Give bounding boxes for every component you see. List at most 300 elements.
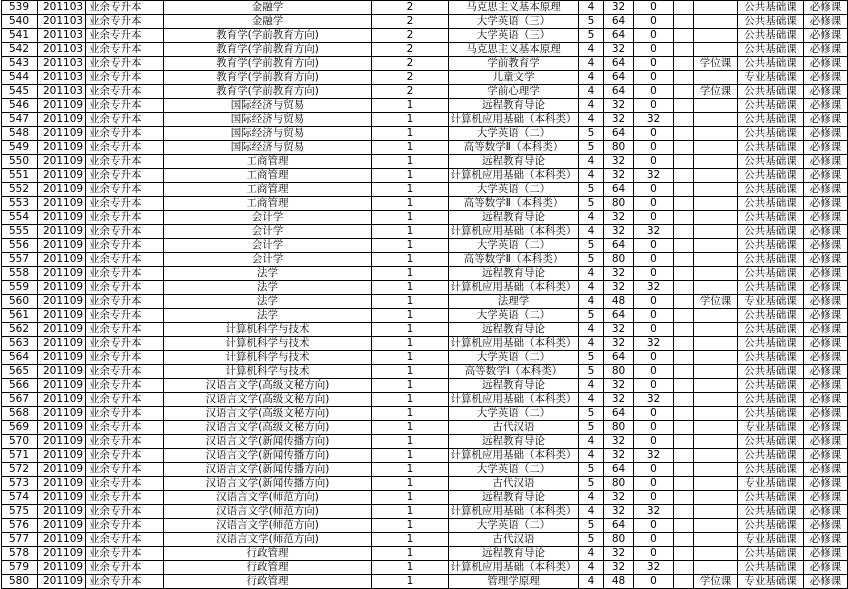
row-number-cell[interactable]: 553 (2, 197, 38, 211)
blank-cell[interactable] (674, 1, 694, 15)
requirement-cell[interactable]: 必修课 (804, 239, 848, 253)
program-type-cell[interactable]: 业余专升本 (86, 337, 164, 351)
lab-hours-cell[interactable]: 32 (634, 169, 674, 183)
row-number-cell[interactable]: 562 (2, 323, 38, 337)
course-name-cell[interactable]: 计算机应用基础（本科类） (450, 393, 577, 405)
course-category-cell[interactable]: 公共基础课 (738, 407, 804, 421)
credit-cell[interactable]: 4 (579, 113, 604, 127)
requirement-cell[interactable]: 必修课 (804, 379, 848, 393)
course-name-cell[interactable]: 古代汉语 (449, 421, 579, 435)
major-cell[interactable]: 法学 (164, 281, 372, 295)
course-category-cell[interactable]: 公共基础课 (738, 183, 804, 197)
degree-course-cell[interactable] (694, 421, 738, 435)
batch-code-cell[interactable]: 201103 (38, 71, 86, 85)
hours-cell[interactable]: 64 (604, 29, 634, 43)
major-cell[interactable]: 计算机科学与技术 (164, 323, 372, 337)
course-category-cell[interactable]: 公共基础课 (738, 505, 804, 519)
hours-cell[interactable]: 32 (604, 561, 634, 575)
credit-cell[interactable]: 4 (579, 323, 604, 337)
course-name-cell[interactable]: 古代汉语 (449, 533, 579, 547)
major-cell[interactable]: 工商管理 (164, 155, 372, 169)
program-type-cell[interactable]: 业余专升本 (86, 183, 164, 197)
degree-course-cell[interactable]: 学位课 (694, 57, 738, 71)
requirement-cell[interactable]: 必修课 (804, 267, 848, 281)
requirement-cell[interactable]: 必修课 (804, 113, 848, 127)
program-type-cell[interactable]: 业余专升本 (86, 407, 164, 421)
course-category-cell[interactable]: 公共基础课 (738, 365, 804, 379)
course-name-cell[interactable]: 远程教育导论 (449, 99, 579, 113)
semester-cell[interactable]: 1 (372, 379, 449, 393)
blank-cell[interactable] (674, 547, 694, 561)
blank-cell[interactable] (674, 491, 694, 505)
credit-cell[interactable]: 4 (579, 99, 604, 113)
hours-cell[interactable]: 32 (604, 449, 634, 463)
course-category-cell[interactable]: 专业基础课 (738, 477, 804, 491)
hours-cell[interactable]: 32 (604, 211, 634, 225)
program-type-cell[interactable]: 业余专升本 (86, 393, 164, 407)
requirement-cell[interactable]: 必修课 (804, 449, 848, 463)
row-number-cell[interactable]: 546 (2, 99, 38, 113)
semester-cell[interactable]: 2 (372, 43, 449, 57)
hours-cell[interactable]: 64 (604, 239, 634, 253)
major-cell[interactable]: 教育学(学前教育方向) (164, 29, 372, 43)
degree-course-cell[interactable]: 学位课 (694, 295, 738, 309)
course-name-cell[interactable]: 大学英语（二） (449, 519, 579, 533)
blank-cell[interactable] (674, 99, 694, 113)
course-name-cell[interactable]: 远程教育导论 (449, 547, 579, 561)
major-cell[interactable]: 会计学 (164, 253, 372, 267)
requirement-cell[interactable]: 必修课 (804, 421, 848, 435)
program-type-cell[interactable]: 业余专升本 (86, 421, 164, 435)
degree-course-cell[interactable] (694, 505, 738, 519)
requirement-cell[interactable]: 必修课 (804, 15, 848, 29)
row-number-cell[interactable]: 578 (2, 547, 38, 561)
row-number-cell[interactable]: 575 (2, 505, 38, 519)
major-cell[interactable]: 汉语言文学(新闻传播方向) (164, 477, 372, 491)
major-cell[interactable]: 汉语言文学(新闻传播方向) (164, 449, 372, 463)
lab-hours-cell[interactable]: 32 (634, 393, 674, 407)
requirement-cell[interactable]: 必修课 (804, 477, 848, 491)
degree-course-cell[interactable] (694, 463, 738, 477)
lab-hours-cell[interactable]: 0 (634, 463, 674, 477)
course-category-cell[interactable]: 公共基础课 (738, 281, 804, 295)
hours-cell[interactable]: 64 (604, 71, 634, 85)
blank-cell[interactable] (674, 351, 694, 365)
course-category-cell[interactable]: 专业基础课 (738, 295, 804, 309)
hours-cell[interactable]: 80 (604, 477, 634, 491)
lab-hours-cell[interactable]: 0 (634, 295, 674, 309)
blank-cell[interactable] (674, 225, 694, 239)
program-type-cell[interactable]: 业余专升本 (86, 309, 164, 323)
semester-cell[interactable]: 2 (372, 71, 449, 85)
program-type-cell[interactable]: 业余专升本 (86, 57, 164, 71)
course-name-cell[interactable]: 古代汉语 (449, 477, 579, 491)
batch-code-cell[interactable]: 201109 (38, 295, 86, 309)
degree-course-cell[interactable] (694, 197, 738, 211)
requirement-cell[interactable]: 必修课 (804, 155, 848, 169)
semester-cell[interactable]: 1 (372, 323, 449, 337)
blank-cell[interactable] (674, 113, 694, 127)
course-name-cell[interactable]: 计算机应用基础（本科类） (450, 561, 577, 573)
degree-course-cell[interactable] (694, 393, 738, 407)
degree-course-cell[interactable] (694, 407, 738, 421)
degree-course-cell[interactable] (694, 309, 738, 323)
major-cell[interactable]: 汉语言文学(高级文秘方向) (164, 393, 372, 407)
program-type-cell[interactable]: 业余专升本 (86, 239, 164, 253)
blank-cell[interactable] (674, 449, 694, 463)
major-cell[interactable]: 汉语言文学(师范方向) (164, 533, 372, 547)
row-number-cell[interactable]: 558 (2, 267, 38, 281)
course-name-cell[interactable]: 远程教育导论 (449, 155, 579, 169)
row-number-cell[interactable]: 544 (2, 71, 38, 85)
course-category-cell[interactable]: 公共基础课 (738, 309, 804, 323)
degree-course-cell[interactable] (694, 449, 738, 463)
degree-course-cell[interactable] (694, 533, 738, 547)
batch-code-cell[interactable]: 201109 (38, 183, 86, 197)
credit-cell[interactable]: 5 (579, 351, 604, 365)
batch-code-cell[interactable]: 201109 (38, 141, 86, 155)
semester-cell[interactable]: 1 (372, 519, 449, 533)
blank-cell[interactable] (674, 85, 694, 99)
blank-cell[interactable] (674, 533, 694, 547)
degree-course-cell[interactable] (694, 225, 738, 239)
lab-hours-cell[interactable]: 0 (634, 323, 674, 337)
major-cell[interactable]: 教育学(学前教育方向) (164, 85, 372, 99)
lab-hours-cell[interactable]: 0 (634, 1, 674, 15)
major-cell[interactable]: 汉语言文学(新闻传播方向) (164, 463, 372, 477)
credit-cell[interactable]: 4 (579, 1, 604, 15)
course-category-cell[interactable]: 公共基础课 (738, 463, 804, 477)
credit-cell[interactable]: 5 (579, 29, 604, 43)
program-type-cell[interactable]: 业余专升本 (86, 155, 164, 169)
batch-code-cell[interactable]: 201109 (38, 463, 86, 477)
blank-cell[interactable] (674, 267, 694, 281)
lab-hours-cell[interactable]: 0 (634, 421, 674, 435)
blank-cell[interactable] (674, 155, 694, 169)
requirement-cell[interactable]: 必修课 (804, 253, 848, 267)
semester-cell[interactable]: 1 (372, 365, 449, 379)
lab-hours-cell[interactable]: 32 (634, 449, 674, 463)
major-cell[interactable]: 国际经济与贸易 (164, 99, 372, 113)
course-category-cell[interactable]: 公共基础课 (738, 169, 804, 183)
program-type-cell[interactable]: 业余专升本 (86, 85, 164, 99)
batch-code-cell[interactable]: 201109 (38, 533, 86, 547)
row-number-cell[interactable]: 579 (2, 561, 38, 575)
major-cell[interactable]: 汉语言文学(高级文秘方向) (164, 379, 372, 393)
major-cell[interactable]: 法学 (164, 309, 372, 323)
course-category-cell[interactable]: 公共基础课 (738, 127, 804, 141)
credit-cell[interactable]: 5 (579, 239, 604, 253)
requirement-cell[interactable]: 必修课 (804, 491, 848, 505)
program-type-cell[interactable]: 业余专升本 (86, 281, 164, 295)
lab-hours-cell[interactable]: 0 (634, 239, 674, 253)
program-type-cell[interactable]: 业余专升本 (86, 267, 164, 281)
batch-code-cell[interactable]: 201109 (38, 211, 86, 225)
course-category-cell[interactable]: 公共基础课 (738, 561, 804, 575)
blank-cell[interactable] (674, 505, 694, 519)
hours-cell[interactable]: 32 (604, 1, 634, 15)
lab-hours-cell[interactable]: 0 (634, 309, 674, 323)
hours-cell[interactable]: 80 (604, 365, 634, 379)
credit-cell[interactable]: 4 (579, 281, 604, 295)
course-name-cell[interactable]: 计算机应用基础（本科类） (450, 113, 577, 125)
program-type-cell[interactable]: 业余专升本 (86, 295, 164, 309)
course-category-cell[interactable]: 专业基础课 (738, 533, 804, 547)
course-category-cell[interactable]: 公共基础课 (738, 491, 804, 505)
degree-course-cell[interactable] (694, 211, 738, 225)
hours-cell[interactable]: 64 (604, 85, 634, 99)
row-number-cell[interactable]: 565 (2, 365, 38, 379)
degree-course-cell[interactable] (694, 127, 738, 141)
blank-cell[interactable] (674, 15, 694, 29)
credit-cell[interactable]: 5 (579, 365, 604, 379)
course-name-cell[interactable]: 大学英语（三） (449, 29, 579, 43)
lab-hours-cell[interactable]: 0 (634, 519, 674, 533)
lab-hours-cell[interactable]: 0 (634, 379, 674, 393)
course-name-cell[interactable]: 高等数学Ⅱ（本科类） (449, 197, 579, 211)
hours-cell[interactable]: 48 (604, 295, 634, 309)
blank-cell[interactable] (674, 421, 694, 435)
course-name-cell[interactable]: 计算机应用基础（本科类） (450, 225, 577, 237)
course-category-cell[interactable]: 公共基础课 (738, 141, 804, 155)
major-cell[interactable]: 行政管理 (164, 547, 372, 561)
course-name-cell[interactable]: 计算机应用基础（本科类） (450, 449, 577, 461)
credit-cell[interactable]: 5 (579, 519, 604, 533)
semester-cell[interactable]: 1 (372, 211, 449, 225)
credit-cell[interactable]: 4 (579, 337, 604, 351)
degree-course-cell[interactable] (694, 113, 738, 127)
course-name-cell[interactable]: 大学英语（二） (449, 183, 579, 197)
row-number-cell[interactable]: 571 (2, 449, 38, 463)
blank-cell[interactable] (674, 127, 694, 141)
blank-cell[interactable] (674, 477, 694, 491)
major-cell[interactable]: 会计学 (164, 239, 372, 253)
batch-code-cell[interactable]: 201109 (38, 435, 86, 449)
degree-course-cell[interactable] (694, 15, 738, 29)
hours-cell[interactable]: 32 (604, 43, 634, 57)
lab-hours-cell[interactable]: 0 (634, 575, 674, 589)
semester-cell[interactable]: 1 (372, 435, 449, 449)
semester-cell[interactable]: 1 (372, 337, 449, 351)
program-type-cell[interactable]: 业余专升本 (86, 113, 164, 127)
requirement-cell[interactable]: 必修课 (804, 505, 848, 519)
course-name-cell[interactable]: 远程教育导论 (449, 491, 579, 505)
row-number-cell[interactable]: 566 (2, 379, 38, 393)
batch-code-cell[interactable]: 201103 (38, 43, 86, 57)
lab-hours-cell[interactable]: 0 (634, 71, 674, 85)
course-name-cell[interactable]: 法理学 (449, 295, 579, 309)
course-name-cell[interactable]: 大学英语（二） (449, 239, 579, 253)
program-type-cell[interactable]: 业余专升本 (86, 169, 164, 183)
hours-cell[interactable]: 64 (604, 407, 634, 421)
semester-cell[interactable]: 2 (372, 29, 449, 43)
major-cell[interactable]: 汉语言文学(高级文秘方向) (164, 407, 372, 421)
credit-cell[interactable]: 5 (579, 197, 604, 211)
program-type-cell[interactable]: 业余专升本 (86, 351, 164, 365)
degree-course-cell[interactable]: 学位课 (694, 575, 738, 589)
hours-cell[interactable]: 64 (604, 519, 634, 533)
hours-cell[interactable]: 32 (604, 435, 634, 449)
course-name-cell[interactable]: 计算机应用基础（本科类） (450, 337, 577, 349)
major-cell[interactable]: 行政管理 (164, 575, 372, 589)
hours-cell[interactable]: 32 (604, 281, 634, 295)
lab-hours-cell[interactable]: 0 (634, 141, 674, 155)
blank-cell[interactable] (674, 337, 694, 351)
lab-hours-cell[interactable]: 32 (634, 505, 674, 519)
lab-hours-cell[interactable]: 32 (634, 561, 674, 575)
major-cell[interactable]: 汉语言文学(师范方向) (164, 505, 372, 519)
credit-cell[interactable]: 5 (579, 421, 604, 435)
major-cell[interactable]: 法学 (164, 295, 372, 309)
requirement-cell[interactable]: 必修课 (804, 127, 848, 141)
blank-cell[interactable] (674, 253, 694, 267)
major-cell[interactable]: 法学 (164, 267, 372, 281)
semester-cell[interactable]: 1 (372, 533, 449, 547)
row-number-cell[interactable]: 576 (2, 519, 38, 533)
hours-cell[interactable]: 32 (604, 547, 634, 561)
requirement-cell[interactable]: 必修课 (804, 169, 848, 183)
course-name-cell[interactable]: 高等数学Ⅱ（本科类） (449, 141, 579, 155)
credit-cell[interactable]: 4 (579, 57, 604, 71)
semester-cell[interactable]: 1 (372, 449, 449, 463)
blank-cell[interactable] (674, 71, 694, 85)
requirement-cell[interactable]: 必修课 (804, 435, 848, 449)
course-category-cell[interactable]: 公共基础课 (738, 57, 804, 71)
blank-cell[interactable] (674, 309, 694, 323)
hours-cell[interactable]: 64 (604, 15, 634, 29)
degree-course-cell[interactable] (694, 253, 738, 267)
batch-code-cell[interactable]: 201109 (38, 155, 86, 169)
program-type-cell[interactable]: 业余专升本 (86, 435, 164, 449)
program-type-cell[interactable]: 业余专升本 (86, 99, 164, 113)
batch-code-cell[interactable]: 201109 (38, 309, 86, 323)
semester-cell[interactable]: 1 (372, 99, 449, 113)
hours-cell[interactable]: 32 (604, 169, 634, 183)
program-type-cell[interactable]: 业余专升本 (86, 29, 164, 43)
row-number-cell[interactable]: 560 (2, 295, 38, 309)
course-category-cell[interactable]: 公共基础课 (738, 449, 804, 463)
credit-cell[interactable]: 4 (579, 71, 604, 85)
course-name-cell[interactable]: 远程教育导论 (449, 211, 579, 225)
requirement-cell[interactable]: 必修课 (804, 29, 848, 43)
hours-cell[interactable]: 32 (604, 113, 634, 127)
course-category-cell[interactable]: 公共基础课 (738, 85, 804, 99)
program-type-cell[interactable]: 业余专升本 (86, 379, 164, 393)
blank-cell[interactable] (674, 239, 694, 253)
course-name-cell[interactable]: 计算机应用基础（本科类） (450, 169, 577, 181)
requirement-cell[interactable]: 必修课 (804, 225, 848, 239)
credit-cell[interactable]: 4 (579, 547, 604, 561)
course-name-cell[interactable]: 马克思主义基本原理 (449, 1, 579, 15)
course-category-cell[interactable]: 公共基础课 (738, 1, 804, 15)
lab-hours-cell[interactable]: 0 (634, 351, 674, 365)
hours-cell[interactable]: 32 (604, 505, 634, 519)
row-number-cell[interactable]: 547 (2, 113, 38, 127)
lab-hours-cell[interactable]: 0 (634, 43, 674, 57)
batch-code-cell[interactable]: 201109 (38, 421, 86, 435)
batch-code-cell[interactable]: 201109 (38, 491, 86, 505)
degree-course-cell[interactable] (694, 351, 738, 365)
major-cell[interactable]: 金融学 (164, 1, 372, 15)
course-category-cell[interactable]: 专业基础课 (738, 71, 804, 85)
row-number-cell[interactable]: 569 (2, 421, 38, 435)
degree-course-cell[interactable] (694, 43, 738, 57)
row-number-cell[interactable]: 580 (2, 575, 38, 589)
requirement-cell[interactable]: 必修课 (804, 351, 848, 365)
hours-cell[interactable]: 64 (604, 309, 634, 323)
credit-cell[interactable]: 4 (579, 211, 604, 225)
requirement-cell[interactable]: 必修课 (804, 57, 848, 71)
course-name-cell[interactable]: 大学英语（二） (449, 407, 579, 421)
requirement-cell[interactable]: 必修课 (804, 407, 848, 421)
credit-cell[interactable]: 5 (579, 309, 604, 323)
credit-cell[interactable]: 4 (579, 505, 604, 519)
program-type-cell[interactable]: 业余专升本 (86, 15, 164, 29)
blank-cell[interactable] (674, 197, 694, 211)
course-category-cell[interactable]: 公共基础课 (738, 15, 804, 29)
hours-cell[interactable]: 80 (604, 421, 634, 435)
lab-hours-cell[interactable]: 0 (634, 407, 674, 421)
lab-hours-cell[interactable]: 0 (634, 435, 674, 449)
requirement-cell[interactable]: 必修课 (804, 71, 848, 85)
credit-cell[interactable]: 4 (579, 561, 604, 575)
row-number-cell[interactable]: 552 (2, 183, 38, 197)
lab-hours-cell[interactable]: 32 (634, 281, 674, 295)
credit-cell[interactable]: 5 (579, 253, 604, 267)
course-category-cell[interactable]: 公共基础课 (738, 197, 804, 211)
degree-course-cell[interactable] (694, 323, 738, 337)
degree-course-cell[interactable] (694, 435, 738, 449)
batch-code-cell[interactable]: 201103 (38, 85, 86, 99)
semester-cell[interactable]: 1 (372, 351, 449, 365)
degree-course-cell[interactable] (694, 337, 738, 351)
batch-code-cell[interactable]: 201109 (38, 449, 86, 463)
program-type-cell[interactable]: 业余专升本 (86, 533, 164, 547)
major-cell[interactable]: 国际经济与贸易 (164, 113, 372, 127)
credit-cell[interactable]: 5 (579, 183, 604, 197)
hours-cell[interactable]: 80 (604, 533, 634, 547)
requirement-cell[interactable]: 必修课 (804, 337, 848, 351)
degree-course-cell[interactable] (694, 29, 738, 43)
batch-code-cell[interactable]: 201109 (38, 407, 86, 421)
major-cell[interactable]: 工商管理 (164, 169, 372, 183)
program-type-cell[interactable]: 业余专升本 (86, 127, 164, 141)
course-category-cell[interactable]: 公共基础课 (738, 351, 804, 365)
semester-cell[interactable]: 1 (372, 155, 449, 169)
semester-cell[interactable]: 1 (372, 253, 449, 267)
semester-cell[interactable]: 1 (372, 295, 449, 309)
row-number-cell[interactable]: 556 (2, 239, 38, 253)
row-number-cell[interactable]: 550 (2, 155, 38, 169)
course-name-cell[interactable]: 学前教育学 (449, 57, 579, 71)
hours-cell[interactable]: 32 (604, 99, 634, 113)
lab-hours-cell[interactable]: 0 (634, 253, 674, 267)
degree-course-cell[interactable] (694, 169, 738, 183)
hours-cell[interactable]: 32 (604, 491, 634, 505)
requirement-cell[interactable]: 必修课 (804, 533, 848, 547)
requirement-cell[interactable]: 必修课 (804, 183, 848, 197)
lab-hours-cell[interactable]: 0 (634, 183, 674, 197)
course-category-cell[interactable]: 公共基础课 (738, 435, 804, 449)
hours-cell[interactable]: 32 (604, 155, 634, 169)
credit-cell[interactable]: 4 (579, 295, 604, 309)
course-category-cell[interactable]: 专业基础课 (738, 575, 804, 589)
credit-cell[interactable]: 5 (579, 15, 604, 29)
requirement-cell[interactable]: 必修课 (804, 519, 848, 533)
batch-code-cell[interactable]: 201109 (38, 239, 86, 253)
row-number-cell[interactable]: 572 (2, 463, 38, 477)
credit-cell[interactable]: 5 (579, 533, 604, 547)
